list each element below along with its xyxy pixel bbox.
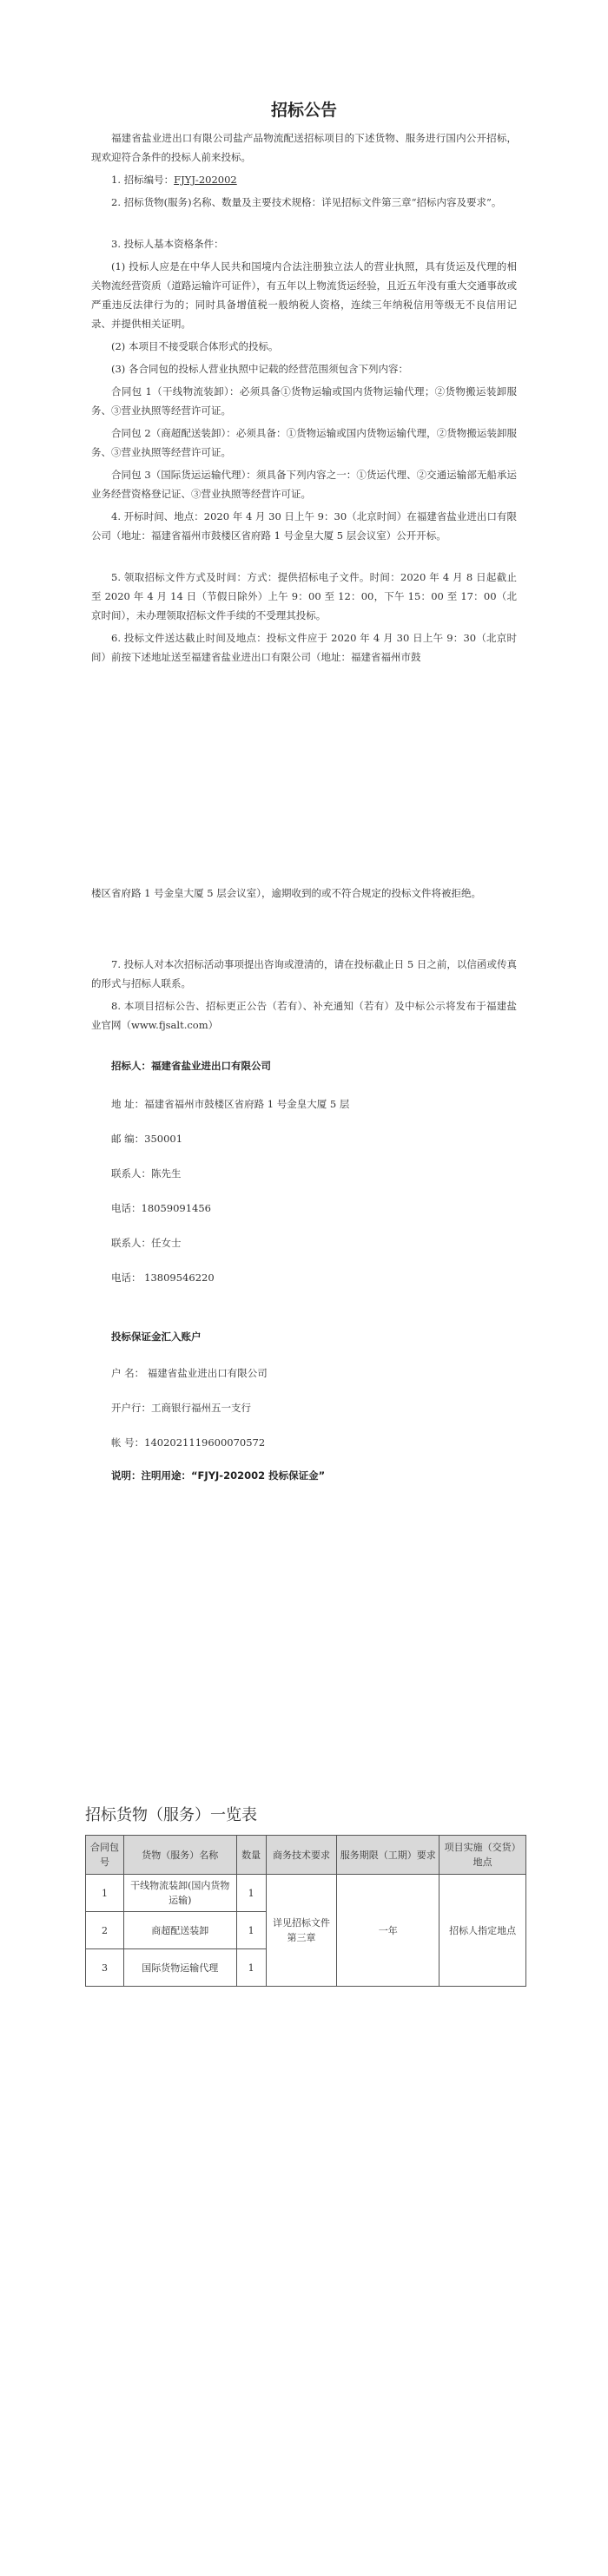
document-collection-paragraph: 5. 领取招标文件方式及时间：方式：提供招标电子文件。时间：2020 年 4 月 8 日起截止至 2020 年 4 月 14 日（节假日除外）上午 9：00 至 12：00，下午 15：00 至 17：00（北京时间），未办理领取招标文件手续的不受理其投标。 [91,571,517,621]
cell-qty: 1 [236,1912,266,1949]
tenderer-postcode: 邮 编：350001 [111,1133,183,1145]
deposit-account-heading: 投标保证金汇入账户 [111,1331,202,1343]
deposit-note: 说明：注明用途：“FJYJ-202002 投标保证金” [111,1469,326,1482]
qualification-heading: 3. 投标人基本资格条件： [111,238,224,250]
table-row [86,1875,526,1912]
lot-2-requirement: 合同包 2（商超配送装卸）：必须具备：①货物运输或国内货物运输代理，②货物搬运装卸服务、③营业执照等经营许可证。 [91,427,517,458]
col-header-period: 服务期限（工期）要求 [337,1836,439,1875]
tender-number-label: 1. 招标编号： [111,174,175,186]
contact-phone-2: 电话： 13809546220 [111,1272,215,1284]
cell-goods-name: 国际货物运输代理 [123,1949,236,1987]
cell-service-period: 一年 [337,1875,439,1987]
contact-phone-1: 电话：18059091456 [111,1202,211,1214]
tender-number [91,170,517,189]
contact-person-2: 联系人：任女士 [111,1237,182,1249]
goods-spec-paragraph: 2. 招标货物(服务)名称、数量及主要技术规格：详见招标文件第三章“招标内容及要求”。 [111,196,502,208]
cell-tech-requirement: 详见招标文件第三章 [266,1875,337,1987]
table-header-row [86,1836,526,1875]
deposit-bank: 开户行：工商银行福州五一支行 [111,1402,251,1414]
intro-paragraph: 福建省盐业进出口有限公司盐产品物流配送招标项目的下述货物、服务进行国内公开招标，现欢迎符合条件的投标人前来投标。 [91,132,517,163]
goods-table [85,1835,526,1987]
goods-table-title: 招标货物（服务）一览表 [85,1806,257,1824]
qualification-item-3: (3) 各合同包的投标人营业执照中记载的经营范围须包含下列内容： [111,363,408,375]
deposit-account-number: 帐 号：1402021119600070572 [111,1436,266,1449]
bid-opening-paragraph: 4. 开标时间、地点：2020 年 4 月 30 日上午 9：30（北京时间）在福建省盐业进出口有限公司（地址：福建省福州市鼓楼区省府路 1 号金皇大厦 5 层会议室）公开开标。 [91,510,517,542]
lot-3-requirement: 合同包 3（国际货运运输代理）：须具备下列内容之一：①货运代理、②交通运输部无船承运业务经营资格登记证、③营业执照等经营许可证。 [91,469,517,500]
qualification-item-2: (2) 本项目不接受联合体形式的投标。 [111,340,279,352]
col-header-qty: 数量 [236,1836,266,1875]
tender-number-code: FJYJ-202002 [174,174,237,186]
contact-person-1: 联系人：陈先生 [111,1167,182,1180]
inquiry-paragraph: 7. 投标人对本次招标活动事项提出咨询或澄清的，请在投标截止日 5 日之前，以信函或传真的形式与招标人联系。 [91,958,517,989]
col-header-name: 货物（服务）名称 [123,1836,236,1875]
page-title: 招标公告 [270,101,337,120]
col-header-tech: 商务技术要求 [266,1836,337,1875]
tenderer-name: 招标人：福建省盐业进出口有限公司 [111,1060,271,1072]
cell-delivery-location: 招标人指定地点 [439,1875,526,1987]
cell-lot-no: 1 [86,1875,124,1912]
cell-goods-name: 商超配送装卸 [123,1912,236,1949]
submission-deadline-paragraph: 6. 投标文件送达截止时间及地点：投标文件应于 2020 年 4 月 30 日上午 9：30（北京时间）前按下述地址送至福建省盐业进出口有限公司（地址：福建省福州市鼓 [91,632,517,663]
tenderer-address: 地 址：福建省福州市鼓楼区省府路 1 号金皇大厦 5 层 [111,1098,350,1110]
cell-qty: 1 [236,1949,266,1987]
cell-lot-no: 2 [86,1912,124,1949]
cell-qty: 1 [236,1875,266,1912]
col-header-lot: 合同包号 [86,1836,124,1875]
submission-deadline-continued: 楼区省府路 1 号金皇大厦 5 层会议室），逾期收到的或不符合规定的投标文件将被拒绝。 [91,887,482,899]
cell-lot-no: 3 [86,1949,124,1987]
cell-goods-name: 干线物流装卸(国内货物运输) [123,1875,236,1912]
col-header-location: 项目实施（交货）地点 [439,1836,526,1875]
publication-paragraph: 8. 本项目招标公告、招标更正公告（若有）、补充通知（若有）及中标公示将发布于福建盐业官网（www.fjsalt.com） [91,1000,517,1031]
lot-1-requirement: 合同包 1（干线物流装卸）：必须具备①货物运输或国内货物运输代理；②货物搬运装卸服务、③营业执照等经营许可证。 [91,385,517,417]
deposit-account-name: 户 名： 福建省盐业进出口有限公司 [111,1367,268,1379]
qualification-item-1: (1) 投标人应是在中华人民共和国境内合法注册独立法人的营业执照，具有货运及代理的相关物流经营资质（道路运输许可证件），有五年以上物流货运经验，且近五年没有重大交通事故或严重违反法律行为的；同时具备增值税一般纳税人资格，连续三年纳税信用等级无不良信用记录、并提供相关证明。 [91,260,517,330]
